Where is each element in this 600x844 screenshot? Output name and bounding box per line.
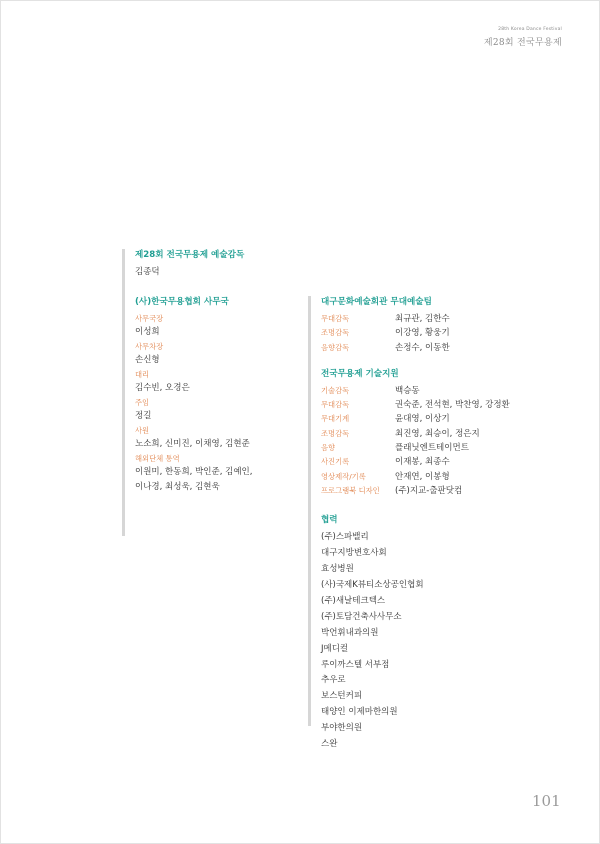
secretariat-role: 주임 xyxy=(135,398,150,407)
secretariat-names: 이성희 xyxy=(135,327,160,337)
credit-row xyxy=(321,312,538,326)
credit-role: 조명감독 xyxy=(321,428,350,438)
credit-row xyxy=(321,484,538,498)
secretariat-list xyxy=(135,312,292,495)
credit-row xyxy=(321,412,538,426)
credit-names: 윤대영, 이상기 xyxy=(395,414,450,425)
stage-team-heading: 대구문화예술회관 무대예술팀 xyxy=(321,297,432,307)
credit-role: 사진기록 xyxy=(321,457,350,467)
credit-role: 프로그램북 디자인 xyxy=(321,485,380,495)
credit-row xyxy=(321,384,538,398)
page-number: 101 xyxy=(532,792,561,810)
credit-names: 최규관, 김한수 xyxy=(395,314,450,324)
credit-role: 무대기계 xyxy=(321,414,350,424)
credit-row xyxy=(321,326,538,340)
credit-row xyxy=(321,455,538,469)
secretariat-role: 해외단체 통역 xyxy=(135,454,180,463)
left-column xyxy=(122,249,292,495)
credit-row xyxy=(321,427,538,441)
secretariat-role: 사무국장 xyxy=(135,314,164,323)
cooperation-item: (사)국제K뷰티소상공인협회 xyxy=(321,579,424,590)
director-name: 김종덕 xyxy=(135,267,160,277)
secretariat-role: 사원 xyxy=(135,426,150,435)
cooperation-item: 대구지방변호사회 xyxy=(321,548,387,559)
cooperation-item: 스완 xyxy=(321,739,338,750)
secretariat-role: 대리 xyxy=(135,370,150,379)
credit-row xyxy=(321,470,538,484)
cooperation-item: 추우로 xyxy=(321,675,346,686)
director-heading: 제28회 전국무용제 예술감독 xyxy=(135,250,245,260)
right-column-bar xyxy=(308,296,311,726)
stage-team-list xyxy=(321,312,538,355)
credit-row xyxy=(321,398,538,412)
secretariat-names: 김수빈, 오경은 xyxy=(135,383,190,393)
credit-names: 백승동 xyxy=(395,385,420,396)
secretariat-names: 손신형 xyxy=(135,355,160,365)
festival-logo xyxy=(484,27,562,48)
secretariat-heading: (사)한국무용협회 사무국 xyxy=(135,297,229,307)
cooperation-item: 루이까스텔 서부점 xyxy=(321,659,390,670)
credit-role: 음향 xyxy=(321,443,336,453)
credit-names: 안재연, 이봉형 xyxy=(395,471,450,482)
secretariat-names: 이원미, 한동희, 박인준, 김예인, xyxy=(135,467,253,477)
tech-support-heading: 전국무용제 기술지원 xyxy=(321,368,399,379)
cooperation-item: 태양인 이제마한의원 xyxy=(321,707,398,718)
credit-names: 손정수, 이동한 xyxy=(395,342,450,353)
cooperation-item: (주)스파밸리 xyxy=(321,532,369,543)
credit-role: 조명감독 xyxy=(321,328,350,338)
left-column-bar xyxy=(122,249,125,536)
secretariat-names: 이나경, 최성욱, 김현욱 xyxy=(135,482,220,492)
credit-names: 권숙준, 전석현, 박찬영, 강정환 xyxy=(395,400,510,411)
credit-row xyxy=(321,441,538,455)
cooperation-item: 보스턴커피 xyxy=(321,691,363,702)
credit-role: 기술감독 xyxy=(321,385,350,395)
cooperation-list xyxy=(321,530,538,753)
credit-row xyxy=(321,341,538,355)
secretariat-role: 사무차장 xyxy=(135,342,164,351)
festival-name-ko: 제28회 전국무용제 xyxy=(483,38,562,48)
secretariat-names: 노소희, 신미진, 이채영, 김현준 xyxy=(135,439,250,449)
credit-names: (주)지교-출판닷컴 xyxy=(395,485,463,496)
festival-name-en: 28th Korea Dance Festival xyxy=(498,27,562,32)
credit-names: 플래닛엔트테이먼트 xyxy=(395,443,469,454)
cooperation-heading: 협력 xyxy=(321,515,338,526)
cooperation-item: J메디컬 xyxy=(321,643,349,654)
right-column xyxy=(308,296,538,753)
credit-role: 음향감독 xyxy=(321,342,350,352)
credit-names: 이재봉, 최종수 xyxy=(395,457,450,468)
credit-names: 이강영, 황웅기 xyxy=(395,328,450,339)
credit-role: 영상제작/기록 xyxy=(321,471,366,481)
cooperation-item: 효성병원 xyxy=(321,564,354,575)
cooperation-item: 박언휘내과의원 xyxy=(321,627,379,638)
tech-support-list xyxy=(321,384,538,498)
cooperation-item: 부야한의원 xyxy=(321,723,363,734)
credit-role: 무대감독 xyxy=(321,400,350,410)
credit-role: 무대감독 xyxy=(321,314,350,323)
credit-names: 최진영, 최승이, 정은지 xyxy=(395,428,480,439)
cooperation-item: (주)새날테크텍스 xyxy=(321,595,386,606)
secretariat-names: 정길 xyxy=(135,411,152,421)
cooperation-item: (주)토담건축사사무소 xyxy=(321,611,402,622)
